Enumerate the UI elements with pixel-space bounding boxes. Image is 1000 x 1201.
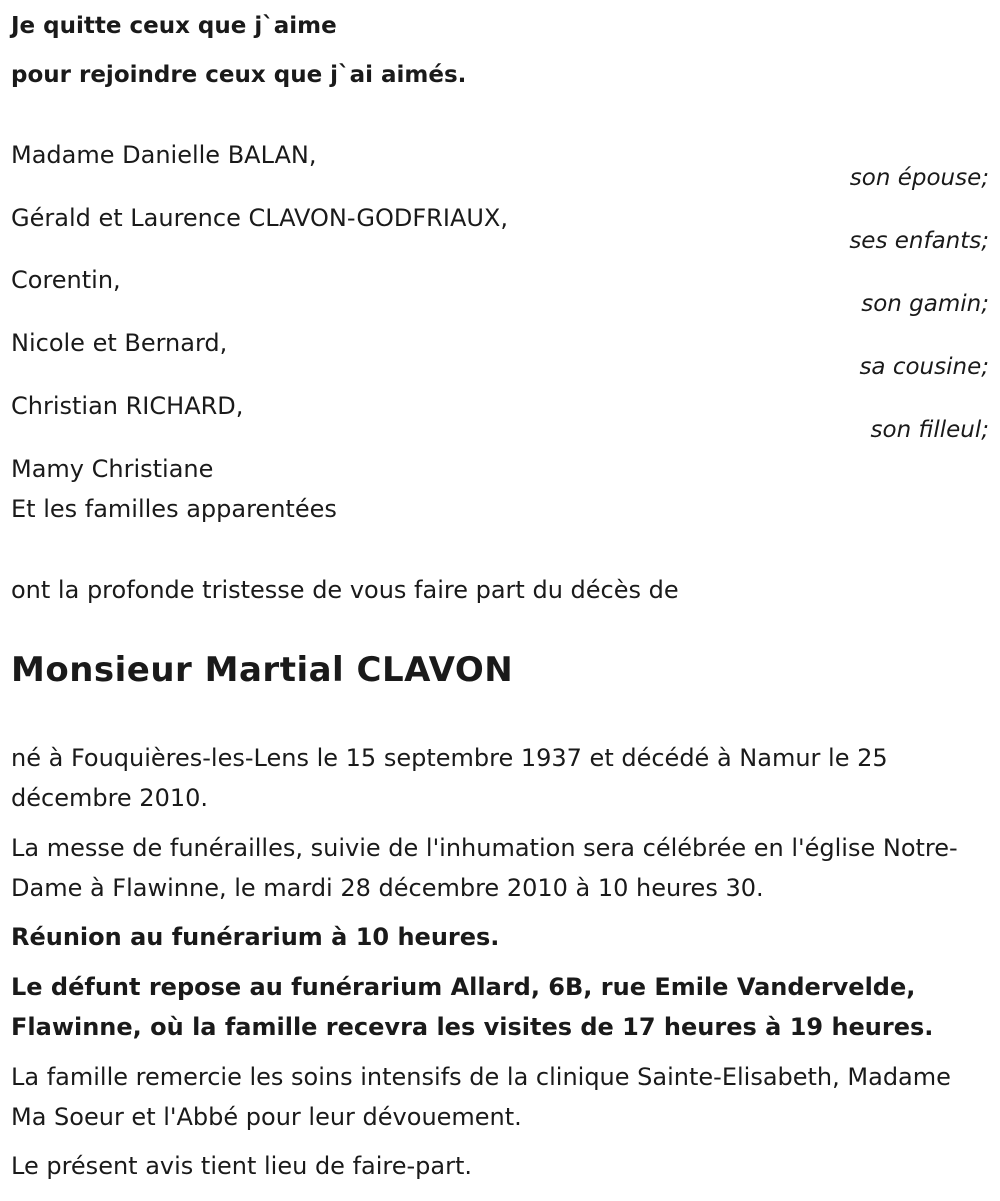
mourner-name: Christian RICHARD,	[11, 392, 244, 420]
mourner-relation: son filleul;	[870, 417, 989, 443]
resting-place-info: Le défunt repose au funérarium Allard, 6B, rue Emile Vandervelde, Flawinne, où la famille recevra les visites de 17 heures à 19 heures.	[11, 973, 934, 1041]
mourner-relation: sa cousine;	[859, 354, 989, 380]
birth-death-info: né à Fouquières-les-Lens le 15 septembre 1937 et décédé à Namur le 25 décembre 2010.	[11, 744, 888, 812]
family-thanks: La famille remercie les soins intensifs de la clinique Sainte-Elisabeth, Madame Ma Soeur et l'Abbé pour leur dévouement.	[11, 1063, 951, 1131]
funeral-mass-info: La messe de funérailles, suivie de l'inhumation sera célébrée en l'église Notre-Dame à Flawinne, le mardi 28 décembre 2010 à 10 heures 30.	[11, 834, 958, 902]
mourner-relation: son gamin;	[861, 291, 989, 317]
mourner-name: Gérald et Laurence CLAVON-GODFRIAUX,	[11, 204, 508, 232]
deceased-name: Monsieur Martial CLAVON	[11, 650, 514, 690]
mourner-name: Madame Danielle BALAN,	[11, 141, 317, 169]
extended-family: Et les familles apparentées	[11, 495, 337, 523]
notice-statement: Le présent avis tient lieu de faire-part.	[11, 1152, 473, 1180]
mourner-name: Nicole et Bernard,	[11, 329, 228, 357]
mourner-relation: son épouse;	[849, 165, 989, 191]
extra-mourner: Mamy Christiane	[11, 455, 214, 483]
announcement: ont la profonde tristesse de vous faire part du décès de	[11, 576, 679, 604]
epigraph-line-2: pour rejoindre ceux que j`ai aimés.	[11, 62, 467, 88]
epigraph-line-1: Je quitte ceux que j`aime	[11, 13, 337, 39]
mourner-relation: ses enfants;	[849, 228, 989, 254]
funerarium-meeting: Réunion au funérarium à 10 heures.	[11, 923, 500, 951]
mourner-name: Corentin,	[11, 266, 121, 294]
